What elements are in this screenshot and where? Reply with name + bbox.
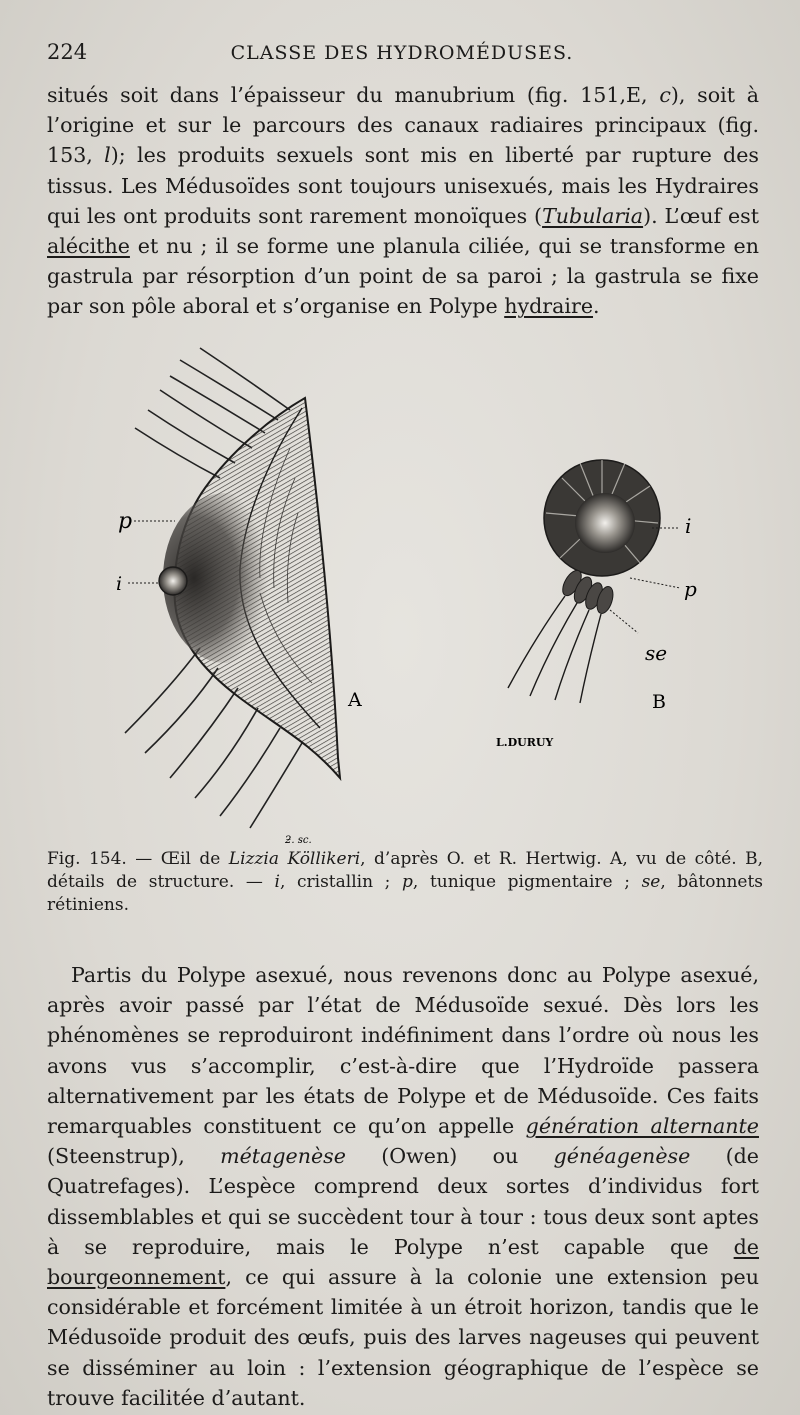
engraver-mark: ƻ. sc. [285, 835, 312, 846]
figure-caption [47, 848, 763, 917]
text-run: (Steenstrup), [47, 1144, 221, 1169]
text-run: (Owen) ou [345, 1144, 554, 1169]
label-p-right: p [684, 577, 697, 601]
running-head [47, 40, 757, 70]
text-run: ). L’œuf est [643, 203, 759, 228]
text-run: , ce qui assure à la colonie une extension peu considérable et forcément limitée à un étroit horizon, tandis que le Médusoïde produit des œufs, puis des larves nageuses qui peuvent se disséminer au loin : l’extension géographique de l’espèce se trouve facilitée d’autant. [47, 1265, 759, 1410]
underlined-run: alécithe [47, 234, 130, 259]
caption-run: Fig. 154. — Œil de [47, 849, 229, 869]
italic-run: métagenèse [220, 1144, 346, 1169]
italic-run: c [659, 83, 671, 107]
label-p-left: p [118, 509, 133, 534]
italic-run: Tubularia [542, 203, 644, 228]
underlined-italic-run: génération alternante [525, 1114, 759, 1139]
text-run: (de Quatrefages). L’espèce comprend deux sortes d’individus fort dissemblables et qui se succèdent tour à tour : tous deux sont aptes à se reproduire, mais le Polype n’est capable que [47, 1144, 759, 1259]
eye-illustration [40, 338, 760, 848]
paragraph-top [47, 80, 759, 322]
text-run: . [593, 294, 600, 319]
label-se: se [645, 641, 668, 665]
underlined-run: hydraire [504, 294, 594, 319]
italic-run: l [104, 143, 111, 168]
label-b: B [652, 691, 666, 713]
figure-a-drawing [125, 348, 340, 828]
caption-italic: i [274, 872, 280, 892]
caption-italic: p [402, 872, 413, 892]
caption-run: , tunique pigmentaire ; [412, 872, 642, 892]
caption-run: , bâtonnets rétiniens. [47, 872, 764, 915]
caption-run: , d’après O. et R. Hertwig. A, vu de côté. B, détails de structure. — [47, 849, 763, 892]
caption-italic: se [641, 872, 661, 892]
text-run: Partis du Polype asexué, nous revenons donc au Polype asexué, après avoir passé par l’état de Médusoïde sexué. Dès lors les phénomènes se reproduiront indéfiniment dans l’ordre où nous les avons vus s’accomplir, c’est-à-dire que l’Hydroïde passera alternativement par les états de Polype et de Médusoïde. Ces faits remarquables constituent ce qu’on appelle [47, 963, 759, 1139]
text-run: situés soit dans l’épaisseur du manubrium (fig. 151,E, [47, 83, 660, 107]
figure-b-drawing [508, 460, 680, 703]
chapter-title: CLASSE DES HYDROMÉDUSES. [230, 42, 574, 64]
label-i-left: i [116, 573, 123, 595]
artist-signature: L.DURUY [496, 736, 554, 749]
caption-run: , cristallin ; [279, 872, 403, 892]
underlined-run: de bourgeonnement [47, 1234, 759, 1290]
text-run: et nu ; il se forme une planula ciliée, qui se transforme en gastrula par résorption d’un point de sa paroi ; la gastrula se fixe par son pôle aboral et s’organise en Polype [47, 234, 759, 319]
text-run: ), soit à l’origine et sur le parcours des canaux radiaires principaux (fig. 153, [47, 83, 760, 168]
text-run: ); les produits sexuels sont mis en liberté par rupture des tissus. Les Médusoïdes sont toujours unisexués, mais les Hydraires qui les ont produits sont rarement monoïques ( [47, 143, 759, 228]
paragraph-bottom [47, 960, 759, 1413]
page-number: 224 [47, 40, 88, 64]
caption-italic: Lizzia Köllikeri [228, 849, 361, 869]
label-i-right: i [685, 514, 692, 538]
figure-154 [40, 338, 760, 848]
label-a: A [348, 689, 362, 711]
italic-run: généagenèse [553, 1144, 691, 1169]
